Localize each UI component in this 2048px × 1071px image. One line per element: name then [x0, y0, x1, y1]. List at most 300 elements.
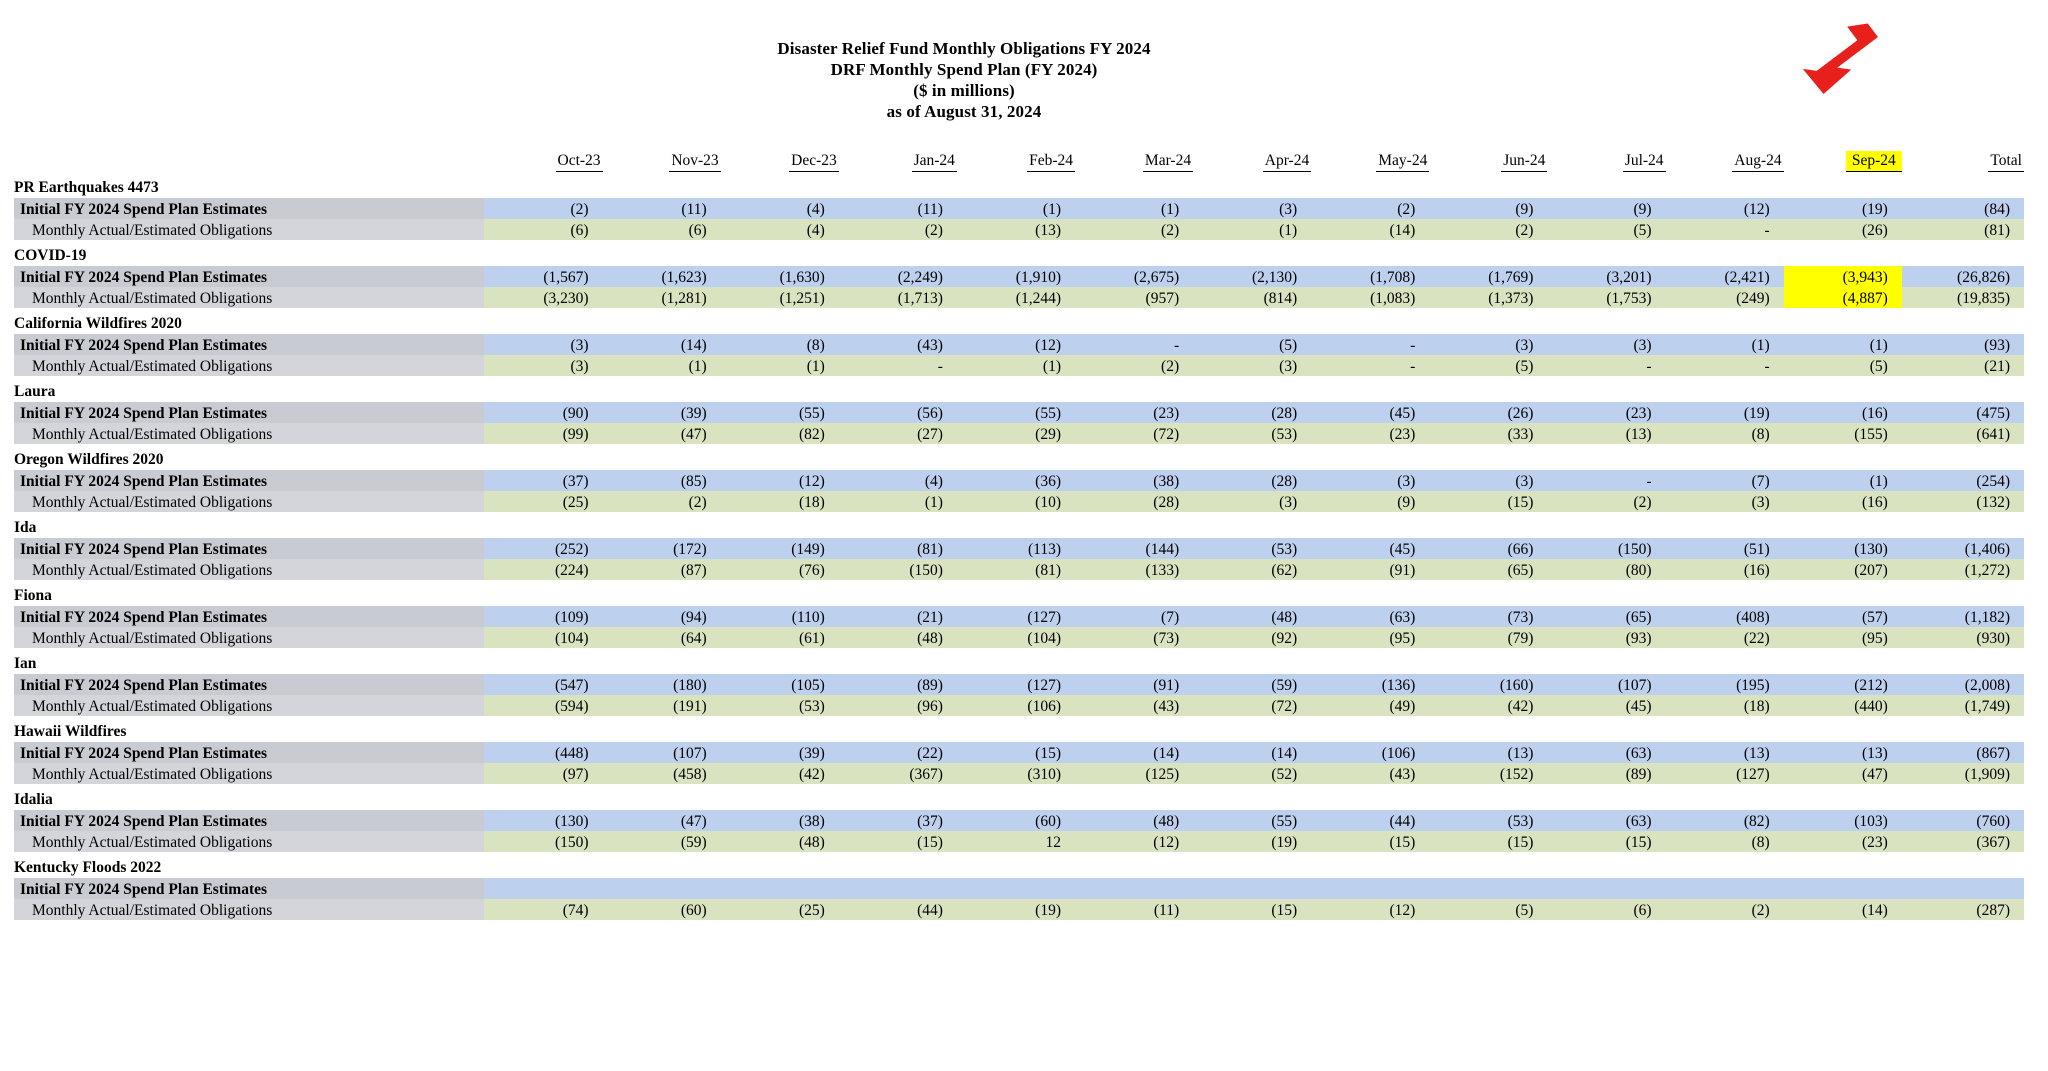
row-label: Monthly Actual/Estimated Obligations: [14, 559, 484, 580]
table-cell: (15): [1311, 831, 1429, 852]
table-cell: (49): [1311, 695, 1429, 716]
table-cell: (55): [721, 402, 839, 423]
table-row: [14, 763, 2024, 784]
table-cell: (25): [721, 899, 839, 920]
table-cell: (107): [1547, 674, 1665, 695]
table-cell: (133): [1075, 559, 1193, 580]
table-cell: (92): [1193, 627, 1311, 648]
table-cell: (1): [957, 198, 1075, 219]
table-cell: (1,083): [1311, 287, 1429, 308]
table-cell: (45): [1311, 402, 1429, 423]
table-cell: (15): [1429, 831, 1547, 852]
row-label: Monthly Actual/Estimated Obligations: [14, 423, 484, 444]
table-cell: (51): [1666, 538, 1784, 559]
table-cell: -: [839, 355, 957, 376]
table-cell: (3): [1429, 334, 1547, 355]
table-row: [14, 695, 2024, 716]
row-label: Monthly Actual/Estimated Obligations: [14, 763, 484, 784]
table-cell: [484, 878, 602, 899]
table-cell: (149): [721, 538, 839, 559]
table-cell: (96): [839, 695, 957, 716]
table-cell: [1784, 878, 1902, 899]
table-cell: (28): [1193, 402, 1311, 423]
table-cell: (3): [1429, 470, 1547, 491]
table-cell: (90): [484, 402, 602, 423]
table-cell: (76): [721, 559, 839, 580]
table-cell: (39): [721, 742, 839, 763]
table-cell: (93): [1902, 334, 2024, 355]
table-row: [14, 878, 2024, 899]
table-cell: (95): [1784, 627, 1902, 648]
table-cell: (9): [1311, 491, 1429, 512]
table-cell: (127): [957, 606, 1075, 627]
table-cell: (4): [721, 219, 839, 240]
table-cell: (3): [484, 355, 602, 376]
table-cell: (14): [1075, 742, 1193, 763]
table-cell: (19): [1193, 831, 1311, 852]
row-label: Monthly Actual/Estimated Obligations: [14, 627, 484, 648]
table-row: [14, 831, 2024, 852]
table-cell: (13): [1429, 742, 1547, 763]
table-cell: (81): [957, 559, 1075, 580]
table-cell: (1,713): [839, 287, 957, 308]
table-cell: 12: [957, 831, 1075, 852]
table-cell: (212): [1784, 674, 1902, 695]
table-cell: (408): [1666, 606, 1784, 627]
table-cell: (28): [1075, 491, 1193, 512]
table-cell: (43): [839, 334, 957, 355]
table-cell: (150): [839, 559, 957, 580]
group-name: Ian: [14, 655, 37, 672]
table-cell: (207): [1784, 559, 1902, 580]
group-header-row: [14, 376, 2024, 402]
table-row: [14, 198, 2024, 219]
table-cell: (127): [957, 674, 1075, 695]
table-cell: (95): [1311, 627, 1429, 648]
table-cell: (957): [1075, 287, 1193, 308]
table-cell: (1): [603, 355, 721, 376]
table-row: [14, 538, 2024, 559]
column-header-aug24: Aug-24: [1666, 138, 1784, 172]
row-label: Initial FY 2024 Spend Plan Estimates: [14, 606, 484, 627]
table-cell: (82): [721, 423, 839, 444]
table-cell: (2): [1666, 899, 1784, 920]
row-label: Initial FY 2024 Spend Plan Estimates: [14, 674, 484, 695]
table-cell: (547): [484, 674, 602, 695]
table-cell: (4): [721, 198, 839, 219]
row-label: Monthly Actual/Estimated Obligations: [14, 355, 484, 376]
table-cell: (367): [1902, 831, 2024, 852]
table-cell: (73): [1429, 606, 1547, 627]
table-cell: (367): [839, 763, 957, 784]
title-line-1: Disaster Relief Fund Monthly Obligations FY 2024: [777, 39, 1151, 58]
table-cell: [1666, 878, 1784, 899]
table-cell: -: [1547, 355, 1665, 376]
table-cell: (47): [1784, 763, 1902, 784]
table-cell: (1,708): [1311, 266, 1429, 287]
group-header-row: [14, 172, 2024, 198]
table-cell: (2): [1429, 219, 1547, 240]
table-cell: (160): [1429, 674, 1547, 695]
table-cell: (18): [721, 491, 839, 512]
table-cell: (8): [721, 334, 839, 355]
table-cell: (19): [957, 899, 1075, 920]
table-cell: (1,753): [1547, 287, 1665, 308]
table-cell: (73): [1075, 627, 1193, 648]
row-label: Initial FY 2024 Spend Plan Estimates: [14, 402, 484, 423]
table-cell: (1,769): [1429, 266, 1547, 287]
table-row: [14, 402, 2024, 423]
group-name: Ida: [14, 519, 37, 536]
group-header-row: [14, 512, 2024, 538]
table-cell: (2): [1075, 219, 1193, 240]
table-cell: (85): [603, 470, 721, 491]
table-cell: (144): [1075, 538, 1193, 559]
table-cell: (43): [1075, 695, 1193, 716]
table-cell: (47): [603, 423, 721, 444]
column-header-nov23: Nov-23: [603, 138, 721, 172]
table-cell: [603, 878, 721, 899]
table-cell: (63): [1547, 742, 1665, 763]
table-cell: (26): [1784, 219, 1902, 240]
table-cell: (63): [1547, 810, 1665, 831]
table-cell: (57): [1784, 606, 1902, 627]
table-cell: (1,281): [603, 287, 721, 308]
table-cell: (15): [957, 742, 1075, 763]
table-cell: (16): [1784, 402, 1902, 423]
table-cell: (2,421): [1666, 266, 1784, 287]
table-cell: (59): [603, 831, 721, 852]
table-cell: (45): [1547, 695, 1665, 716]
table-cell: (14): [1784, 899, 1902, 920]
table-cell: (152): [1429, 763, 1547, 784]
table-row: [14, 470, 2024, 491]
table-cell: (19,835): [1902, 287, 2024, 308]
table-cell: (23): [1547, 402, 1665, 423]
table-cell: (48): [1193, 606, 1311, 627]
document-title: [0, 0, 2048, 122]
row-label: Monthly Actual/Estimated Obligations: [14, 899, 484, 920]
table-cell: (16): [1784, 491, 1902, 512]
row-label: Initial FY 2024 Spend Plan Estimates: [14, 198, 484, 219]
table-cell: (11): [839, 198, 957, 219]
table-cell: (99): [484, 423, 602, 444]
row-label: Monthly Actual/Estimated Obligations: [14, 219, 484, 240]
table-cell: (23): [1311, 423, 1429, 444]
column-header-jan24: Jan-24: [839, 138, 957, 172]
table-cell: (1,749): [1902, 695, 2024, 716]
table-cell: (33): [1429, 423, 1547, 444]
table-cell: (81): [1902, 219, 2024, 240]
title-line-3: ($ in millions): [913, 81, 1015, 100]
table-row: [14, 742, 2024, 763]
table-cell: (5): [1193, 334, 1311, 355]
table-cell: (4): [839, 470, 957, 491]
table-row: [14, 627, 2024, 648]
table-cell: (3,201): [1547, 266, 1665, 287]
table-cell: (130): [484, 810, 602, 831]
table-cell: (94): [603, 606, 721, 627]
table-cell: (1,251): [721, 287, 839, 308]
group-header-row: [14, 784, 2024, 810]
table-cell: (6): [1547, 899, 1665, 920]
table-cell: (1): [1193, 219, 1311, 240]
table-cell: (87): [603, 559, 721, 580]
table-cell: (150): [1547, 538, 1665, 559]
row-label: Initial FY 2024 Spend Plan Estimates: [14, 266, 484, 287]
table-cell: (3): [1193, 491, 1311, 512]
table-cell: (43): [1311, 763, 1429, 784]
table-cell: (13): [1666, 742, 1784, 763]
table-cell: (61): [721, 627, 839, 648]
table-row: [14, 423, 2024, 444]
table-cell: (89): [1547, 763, 1665, 784]
table-header: [14, 138, 2024, 172]
table-cell: (62): [1193, 559, 1311, 580]
table-cell: (249): [1666, 287, 1784, 308]
table-cell: (23): [1784, 831, 1902, 852]
table-cell: (110): [721, 606, 839, 627]
group-header-row: [14, 240, 2024, 266]
table-cell: (760): [1902, 810, 2024, 831]
table-cell: (3): [1547, 334, 1665, 355]
table-cell: (66): [1429, 538, 1547, 559]
group-name: California Wildfires 2020: [14, 315, 182, 332]
table-cell: [1429, 878, 1547, 899]
table-cell: (64): [603, 627, 721, 648]
table-cell: (4,887): [1784, 287, 1902, 308]
table-cell: (867): [1902, 742, 2024, 763]
group-name: PR Earthquakes 4473: [14, 179, 159, 196]
table-row: [14, 606, 2024, 627]
table-cell: (6): [603, 219, 721, 240]
table-cell: (39): [603, 402, 721, 423]
table-cell: (254): [1902, 470, 2024, 491]
table-cell: (37): [484, 470, 602, 491]
table-cell: (55): [957, 402, 1075, 423]
table-row: [14, 674, 2024, 695]
row-label: Monthly Actual/Estimated Obligations: [14, 695, 484, 716]
table-cell: [1193, 878, 1311, 899]
table-cell: (5): [1429, 355, 1547, 376]
table-cell: (3): [484, 334, 602, 355]
group-name: Laura: [14, 383, 56, 400]
table-cell: (19): [1784, 198, 1902, 219]
table-cell: (310): [957, 763, 1075, 784]
table-cell: (72): [1193, 695, 1311, 716]
table-cell: (53): [1193, 538, 1311, 559]
table-cell: (2): [484, 198, 602, 219]
table-cell: -: [1075, 334, 1193, 355]
table-cell: (1): [1666, 334, 1784, 355]
table-cell: (38): [1075, 470, 1193, 491]
title-line-4: as of August 31, 2024: [886, 102, 1042, 121]
table-cell: (36): [957, 470, 1075, 491]
table-cell: -: [1311, 334, 1429, 355]
table-cell: (28): [1193, 470, 1311, 491]
row-label: Initial FY 2024 Spend Plan Estimates: [14, 470, 484, 491]
table-cell: (84): [1902, 198, 2024, 219]
row-label: Monthly Actual/Estimated Obligations: [14, 287, 484, 308]
title-line-2: DRF Monthly Spend Plan (FY 2024): [830, 60, 1098, 79]
table-row: [14, 287, 2024, 308]
row-label: Monthly Actual/Estimated Obligations: [14, 491, 484, 512]
row-label: Initial FY 2024 Spend Plan Estimates: [14, 538, 484, 559]
table-cell: (1,244): [957, 287, 1075, 308]
table-cell: (29): [957, 423, 1075, 444]
table-cell: (60): [603, 899, 721, 920]
row-label: Initial FY 2024 Spend Plan Estimates: [14, 878, 484, 899]
table-cell: [957, 878, 1075, 899]
table-cell: (21): [1902, 355, 2024, 376]
table-cell: (150): [484, 831, 602, 852]
table-cell: (11): [1075, 899, 1193, 920]
table-cell: (9): [1429, 198, 1547, 219]
table-row: [14, 334, 2024, 355]
table-cell: -: [1666, 355, 1784, 376]
table-cell: (15): [1193, 899, 1311, 920]
table-cell: (5): [1429, 899, 1547, 920]
table-cell: [1075, 878, 1193, 899]
table-cell: (1,623): [603, 266, 721, 287]
table-cell: (104): [484, 627, 602, 648]
table-cell: (9): [1547, 198, 1665, 219]
table-cell: -: [1666, 219, 1784, 240]
column-header-sep24-highlighted: Sep-24: [1784, 138, 1902, 172]
row-label: Initial FY 2024 Spend Plan Estimates: [14, 742, 484, 763]
table-cell: (45): [1311, 538, 1429, 559]
table-cell: (27): [839, 423, 957, 444]
table-cell: (12): [721, 470, 839, 491]
table-cell: (37): [839, 810, 957, 831]
table-cell: (11): [603, 198, 721, 219]
column-header-jun24: Jun-24: [1429, 138, 1547, 172]
table-cell: (109): [484, 606, 602, 627]
column-header-mar24: Mar-24: [1075, 138, 1193, 172]
table-cell: (15): [839, 831, 957, 852]
table-cell: (21): [839, 606, 957, 627]
group-name: Fiona: [14, 587, 52, 604]
table-cell: (195): [1666, 674, 1784, 695]
table-cell: (81): [839, 538, 957, 559]
row-label: Monthly Actual/Estimated Obligations: [14, 831, 484, 852]
table-cell: (3): [1666, 491, 1784, 512]
table-cell: (104): [957, 627, 1075, 648]
table-row: [14, 491, 2024, 512]
group-header-row: [14, 308, 2024, 334]
table-cell: (23): [1075, 402, 1193, 423]
column-header-apr24: Apr-24: [1193, 138, 1311, 172]
table-cell: (97): [484, 763, 602, 784]
table-row: [14, 266, 2024, 287]
table-cell: (2): [603, 491, 721, 512]
table-cell: (132): [1902, 491, 2024, 512]
table-cell: (2,130): [1193, 266, 1311, 287]
table-cell: (63): [1311, 606, 1429, 627]
table-cell: (814): [1193, 287, 1311, 308]
table-cell: [721, 878, 839, 899]
table-cell: (155): [1784, 423, 1902, 444]
table-cell: (15): [1429, 491, 1547, 512]
table-cell: (74): [484, 899, 602, 920]
table-cell: (103): [1784, 810, 1902, 831]
table-cell: (106): [1311, 742, 1429, 763]
table-cell: (13): [1784, 742, 1902, 763]
table-cell: (130): [1784, 538, 1902, 559]
group-header-row: [14, 852, 2024, 878]
table-cell: (448): [484, 742, 602, 763]
table-cell: (53): [1429, 810, 1547, 831]
table-cell: (48): [1075, 810, 1193, 831]
table-cell: -: [1311, 355, 1429, 376]
table-cell: (22): [839, 742, 957, 763]
table-cell: [839, 878, 957, 899]
table-cell: (287): [1902, 899, 2024, 920]
table-cell: (44): [839, 899, 957, 920]
column-header-jul24: Jul-24: [1547, 138, 1665, 172]
table-cell: (52): [1193, 763, 1311, 784]
table-cell: (91): [1075, 674, 1193, 695]
table-cell: (127): [1666, 763, 1784, 784]
table-cell: (105): [721, 674, 839, 695]
table-cell: (47): [603, 810, 721, 831]
table-cell: (15): [1547, 831, 1665, 852]
table-cell: (80): [1547, 559, 1665, 580]
table-cell: (3): [1193, 355, 1311, 376]
table-cell: (42): [721, 763, 839, 784]
table-cell: [1902, 878, 2024, 899]
table-row: [14, 899, 2024, 920]
group-name: Idalia: [14, 791, 53, 808]
table-cell: (641): [1902, 423, 2024, 444]
table-cell: (1): [1075, 198, 1193, 219]
table-cell: (59): [1193, 674, 1311, 695]
table-cell: (8): [1666, 423, 1784, 444]
table-cell: (930): [1902, 627, 2024, 648]
table-cell: (18): [1666, 695, 1784, 716]
header-label-blank: [14, 138, 484, 172]
table-cell: (1,373): [1429, 287, 1547, 308]
table-cell: (224): [484, 559, 602, 580]
column-header-oct23: Oct-23: [484, 138, 602, 172]
table-cell: (1): [839, 491, 957, 512]
table-cell: (440): [1784, 695, 1902, 716]
table-cell: (5): [1784, 355, 1902, 376]
table-cell: (44): [1311, 810, 1429, 831]
table-cell: (1,630): [721, 266, 839, 287]
table-cell: (12): [957, 334, 1075, 355]
group-name: Hawaii Wildfires: [14, 723, 127, 740]
table-cell: (1): [1784, 470, 1902, 491]
table-cell: (13): [1547, 423, 1665, 444]
table-cell: (2): [1311, 198, 1429, 219]
table-cell: (53): [1193, 423, 1311, 444]
table-cell: (93): [1547, 627, 1665, 648]
table-cell: (2,008): [1902, 674, 2024, 695]
table-cell: (91): [1311, 559, 1429, 580]
table-body: [14, 172, 2024, 920]
table-cell: (60): [957, 810, 1075, 831]
table-cell: (1): [721, 355, 839, 376]
column-header-may24: May-24: [1311, 138, 1429, 172]
table-cell: (6): [484, 219, 602, 240]
table-cell: (48): [839, 627, 957, 648]
table-cell: (475): [1902, 402, 2024, 423]
table-cell: (1): [1784, 334, 1902, 355]
table-cell: (1,182): [1902, 606, 2024, 627]
table-cell: (3,943): [1784, 266, 1902, 287]
row-label: Initial FY 2024 Spend Plan Estimates: [14, 810, 484, 831]
